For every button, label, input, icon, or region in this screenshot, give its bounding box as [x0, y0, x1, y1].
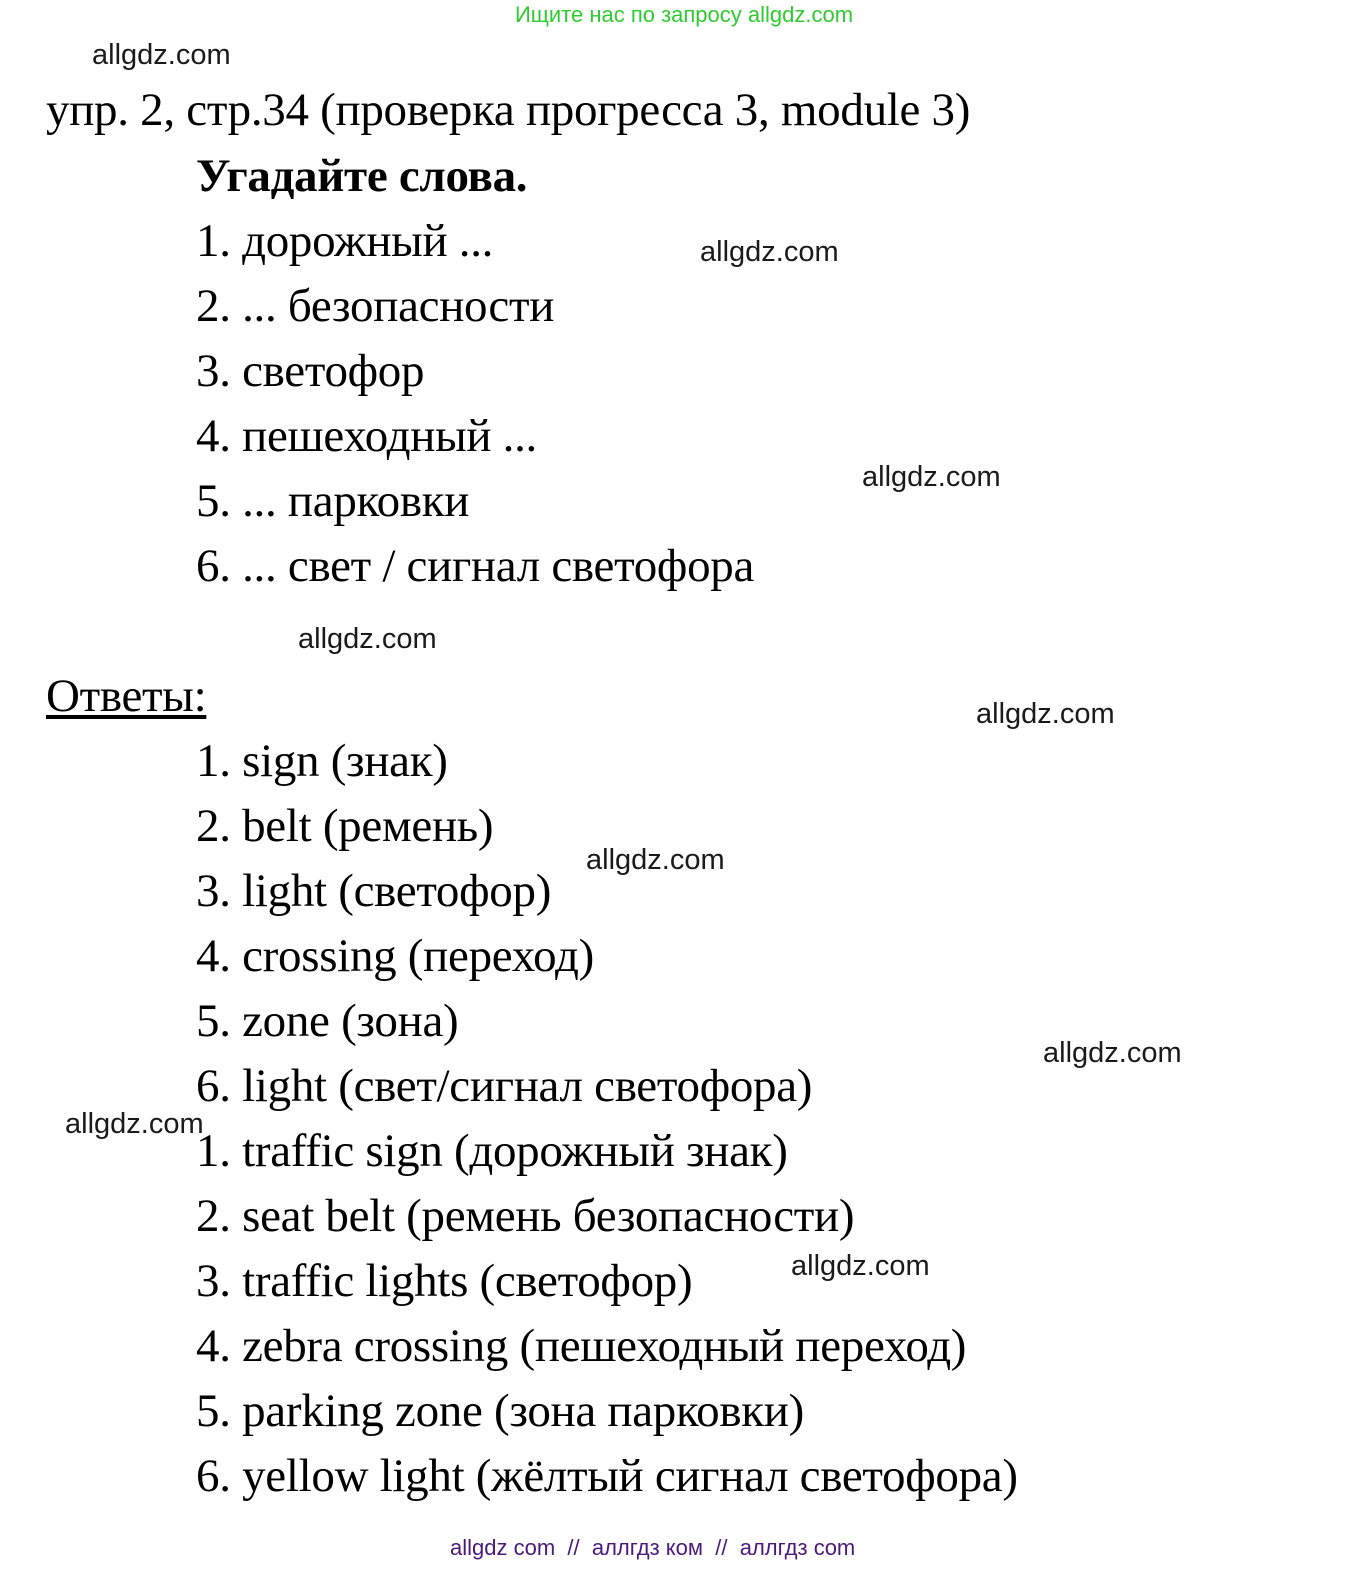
task-heading: Угадайте слова. [196, 150, 528, 202]
answer-item: 5. parking zone (зона парковки) [196, 1385, 804, 1437]
answers-heading: Ответы: [46, 670, 207, 722]
answer-item: 4. zebra crossing (пешеходный переход) [196, 1320, 967, 1372]
watermark: allgdz.com [65, 1108, 204, 1140]
question-item: 2. ... безопасности [196, 280, 555, 332]
answer-item: 3. light (светофор) [196, 865, 552, 917]
watermark: allgdz.com [586, 844, 725, 876]
exercise-title: упр. 2, стр.34 (проверка прогресса 3, module 3) [46, 84, 971, 136]
question-item: 4. пешеходный ... [196, 410, 537, 462]
answer-item: 3. traffic lights (светофор) [196, 1255, 693, 1307]
question-item: 3. светофор [196, 345, 425, 397]
footer-watermark: allgdz com // аллгдз ком // аллгдз com [450, 1535, 856, 1560]
answer-item: 1. sign (знак) [196, 735, 448, 787]
search-banner: Ищите нас по запросу allgdz.com [514, 2, 854, 27]
watermark: allgdz.com [92, 39, 231, 71]
answer-item: 6. yellow light (жёлтый сигнал светофора) [196, 1450, 1018, 1502]
answer-item: 2. seat belt (ремень безопасности) [196, 1190, 855, 1242]
answer-item: 6. light (свет/сигнал светофора) [196, 1060, 813, 1112]
answer-item: 5. zone (зона) [196, 995, 459, 1047]
question-item: 5. ... парковки [196, 475, 470, 527]
watermark: allgdz.com [298, 623, 437, 655]
question-item: 1. дорожный ... [196, 215, 494, 267]
answer-item: 1. traffic sign (дорожный знак) [196, 1125, 788, 1177]
watermark: allgdz.com [976, 698, 1115, 730]
answer-item: 2. belt (ремень) [196, 800, 494, 852]
watermark: allgdz.com [700, 236, 839, 268]
watermark: allgdz.com [862, 461, 1001, 493]
watermark: allgdz.com [1043, 1037, 1182, 1069]
answer-item: 4. crossing (переход) [196, 930, 594, 982]
watermark: allgdz.com [791, 1250, 930, 1282]
question-item: 6. ... свет / сигнал светофора [196, 540, 755, 592]
